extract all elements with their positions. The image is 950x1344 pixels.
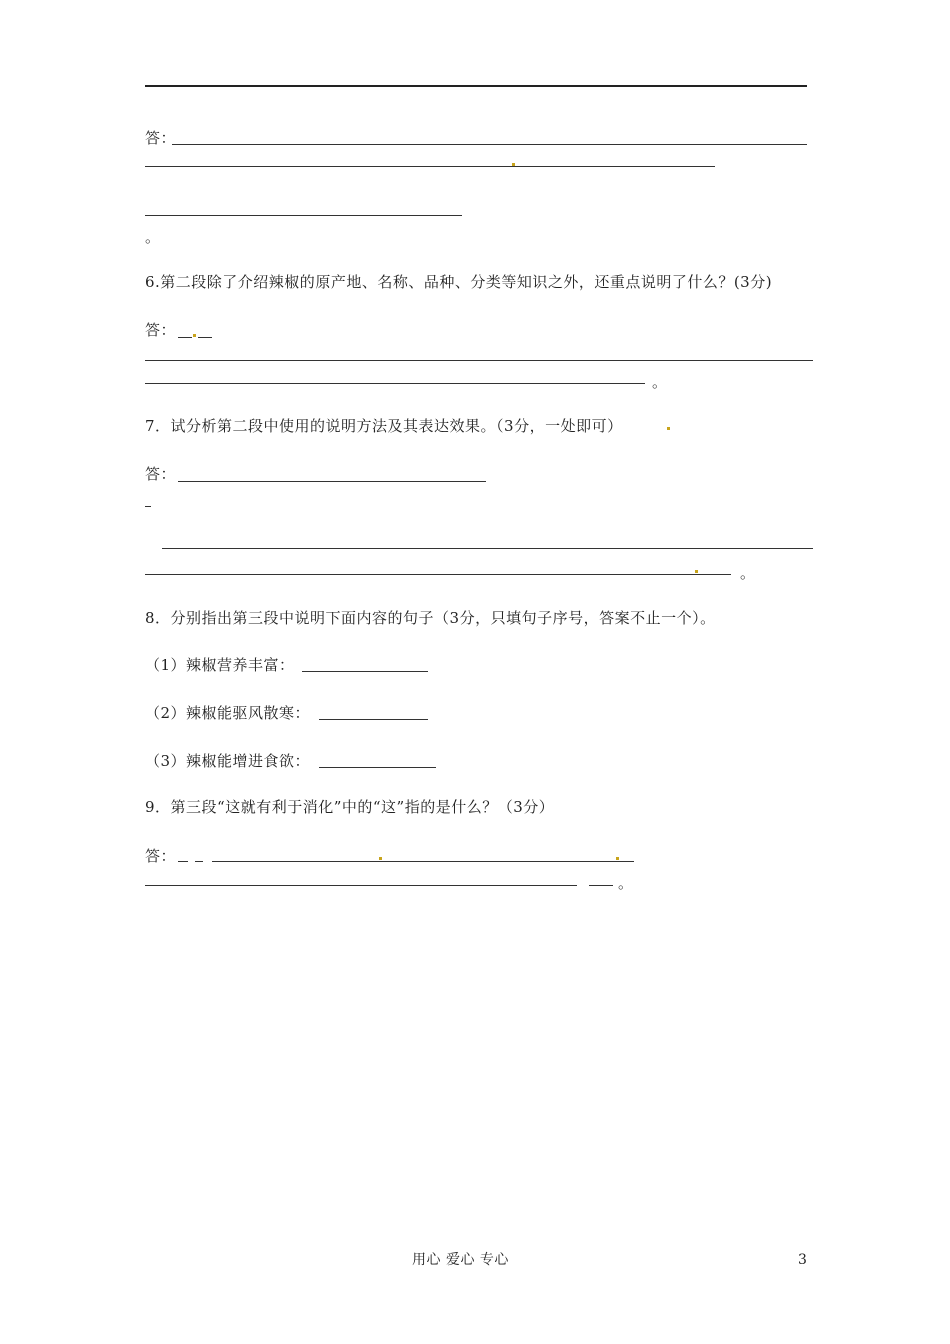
answer-line bbox=[319, 767, 436, 768]
answer-line bbox=[145, 574, 731, 575]
answer-line bbox=[145, 215, 462, 216]
stray-dot bbox=[379, 857, 382, 860]
end-mark: 。 bbox=[652, 373, 668, 391]
answer-line bbox=[162, 548, 813, 549]
sub-question-2: （2）辣椒能驱风散寒： bbox=[145, 704, 311, 722]
answer-line bbox=[589, 885, 613, 886]
stray-dot bbox=[667, 427, 670, 430]
question-6: 6.第二段除了介绍辣椒的原产地、名称、品种、分类等知识之外，还重点说明了什么？(3分) bbox=[145, 273, 773, 291]
sub-question-3: （3）辣椒能增进食欲： bbox=[145, 752, 311, 770]
page-number: 3 bbox=[798, 1252, 808, 1268]
end-mark: 。 bbox=[145, 228, 161, 246]
answer-line bbox=[212, 861, 634, 862]
answer-label: 答： bbox=[145, 321, 177, 339]
end-mark: 。 bbox=[618, 874, 634, 892]
answer-line bbox=[178, 481, 486, 482]
answer-line bbox=[145, 360, 813, 361]
answer-line bbox=[302, 671, 428, 672]
stray-dot bbox=[512, 163, 515, 166]
footer-motto: 用心 爱心 专心 bbox=[412, 1252, 509, 1268]
answer-label: 答： bbox=[145, 465, 177, 483]
answer-line bbox=[145, 885, 577, 886]
question-8: 8．分别指出第三段中说明下面内容的句子（3分，只填句子序号，答案不止一个）。 bbox=[145, 609, 716, 627]
answer-line bbox=[198, 337, 212, 338]
answer-line bbox=[145, 506, 151, 507]
answer-line bbox=[145, 85, 807, 87]
answer-line bbox=[172, 144, 807, 145]
answer-label: 答： bbox=[145, 847, 177, 865]
answer-line bbox=[145, 166, 715, 167]
stray-dot bbox=[193, 334, 196, 337]
question-7: 7．试分析第二段中使用的说明方法及其表达效果。（3分，一处即可） bbox=[145, 417, 623, 435]
stray-dot bbox=[616, 857, 619, 860]
answer-label: 答： bbox=[145, 129, 177, 147]
end-mark: 。 bbox=[740, 564, 756, 582]
question-9: 9．第三段“这就有利于消化”中的“这”指的是什么？（3分） bbox=[145, 798, 555, 816]
answer-line bbox=[145, 383, 645, 384]
stray-dot bbox=[695, 570, 698, 573]
answer-line bbox=[319, 719, 428, 720]
answer-line bbox=[178, 861, 188, 862]
answer-line bbox=[178, 337, 192, 338]
sub-question-1: （1）辣椒营养丰富： bbox=[145, 656, 295, 674]
answer-line bbox=[195, 861, 203, 862]
